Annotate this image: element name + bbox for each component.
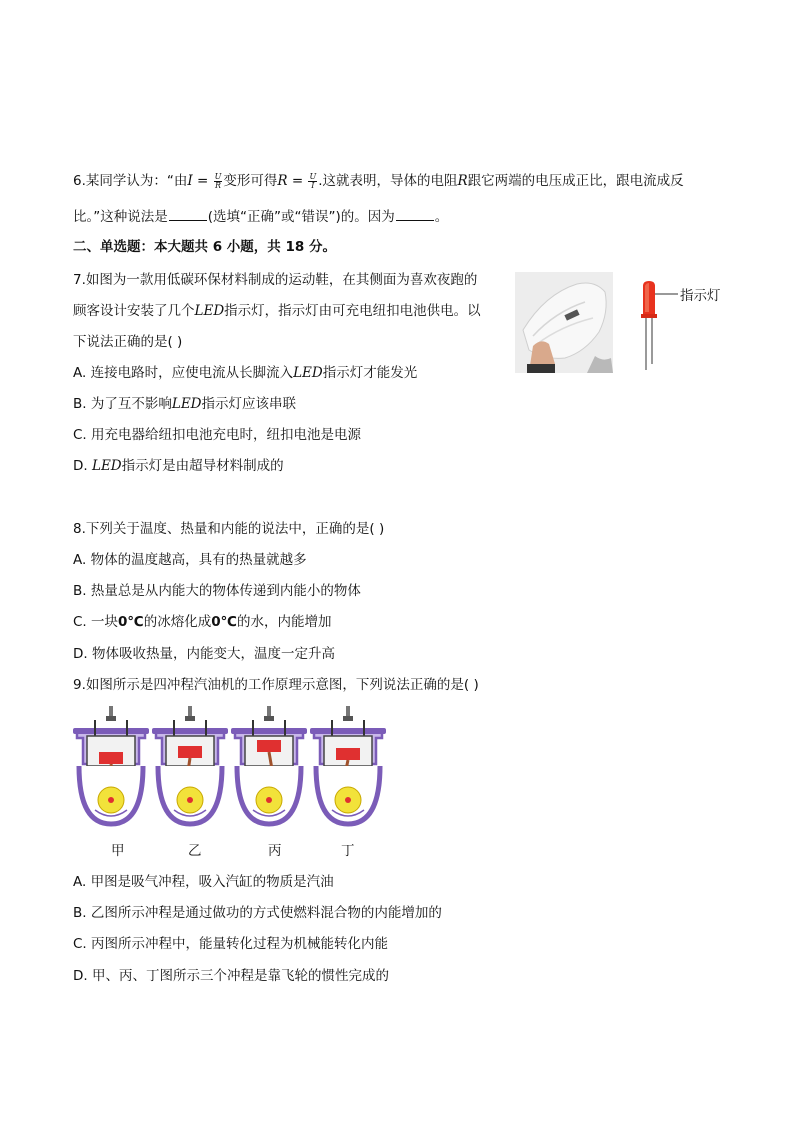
q8-option-a[interactable]: A. 物体的温度越高，具有的热量就越多 (73, 552, 307, 568)
q7-option-d-var: LED (91, 458, 122, 474)
engine-yi (152, 706, 228, 824)
q7-option-a-var: LED (293, 365, 323, 381)
q9-option-b[interactable]: B. 乙图所示冲程是通过做功的方式使燃料混合物的内能增加的 (73, 905, 442, 921)
q6-line2-a: 比。”这种说法是 (73, 209, 168, 225)
q8-option-b[interactable]: B. 热量总是从内能大的物体传递到内能小的物体 (73, 583, 361, 599)
engine-label-ding: 丁 (341, 843, 355, 859)
engine-jia (73, 706, 149, 824)
q6-frac2-num: U (309, 171, 317, 181)
q8-option-c-temp2: 0℃ (211, 614, 238, 630)
q7-option-a-text1: A. 连接电路时，应使电流从长脚流入 (73, 365, 294, 381)
q9-option-a[interactable]: A. 甲图是吸气冲程，吸入汽缸的物质是汽油 (73, 874, 334, 890)
q6-frac1-den: R (214, 180, 222, 190)
q6-prefix: 6.某同学认为：“由 (73, 173, 188, 189)
q6-mid: 变形可得 (223, 173, 278, 189)
q6-line2-b: (选填“正确”或“错误”)的。因为 (207, 209, 395, 225)
q6-frac1-num: U (214, 171, 222, 181)
engine-bing (231, 706, 307, 824)
q6-blank-1[interactable] (169, 207, 207, 221)
q6-var-r: R (277, 173, 288, 189)
q7-option-b-text1: B. 为了互不影响 (73, 396, 172, 412)
q8-option-c-text1: C. 一块 (73, 614, 119, 630)
q7-option-d-text1: D. (73, 458, 92, 474)
q6-line2-c: 。 (434, 209, 449, 225)
q8-option-c-text3: 的水，内能增加 (237, 614, 332, 630)
q7-stem-line2-a: 顾客设计安装了几个 (73, 303, 195, 319)
led-diagram (630, 278, 730, 378)
q8-option-c-text2: 的冰熔化成 (143, 614, 212, 630)
q7-led-var: LED (194, 303, 225, 319)
q7-option-a-text2: 指示灯才能发光 (322, 365, 418, 381)
q9-stem: 9.如图所示是四冲程汽油机的工作原理示意图，下列说法正确的是( ) (73, 677, 479, 693)
engine-label-jia: 甲 (111, 843, 125, 859)
q7-option-a[interactable] (73, 364, 417, 382)
q8-stem: 8.下列关于温度、热量和内能的说法中，正确的是( ) (73, 521, 385, 537)
q7-stem-line2-b: 指示灯，指示灯由可充电纽扣电池供电。以 (224, 303, 481, 319)
q7-stem-line3: 下说法正确的是( ) (73, 334, 183, 350)
engine-ding (310, 706, 386, 824)
q7-stem-line1: 7.如图为一款用低碳环保材料制成的运动鞋，在其侧面为喜欢夜跑的 (73, 272, 478, 288)
q6-var-i: I (187, 173, 193, 189)
section-title: 二、单选题：本大题共 6 小题，共 18 分。 (73, 239, 336, 255)
q7-stem-line2 (73, 302, 481, 320)
q9-option-d[interactable]: D. 甲、丙、丁图所示三个冲程是靠飞轮的惯性完成的 (73, 968, 389, 984)
q8-option-c-temp1: 0℃ (118, 614, 144, 630)
q9-option-c[interactable]: C. 丙图所示冲程中，能量转化过程为机械能转化内能 (73, 936, 389, 952)
q6-suffix: 跟它两端的电压成正比，跟电流成反 (467, 173, 684, 189)
q6-var-r2: R (457, 173, 468, 189)
q6-after-frac: .这就表明，导体的电阻 (318, 173, 458, 189)
q7-option-b-text2: 指示灯应该串联 (201, 396, 297, 412)
q7-option-d[interactable] (73, 457, 284, 475)
led-label: 指示灯 (680, 288, 721, 304)
q7-option-d-text2: 指示灯是由超导材料制成的 (121, 458, 284, 474)
q6-line1 (73, 172, 684, 190)
q6-line2 (73, 207, 448, 226)
engine-label-bing: 丙 (268, 843, 282, 859)
q8-option-c[interactable] (73, 613, 332, 631)
engine-diagram (73, 706, 393, 830)
q6-frac2-den: I (311, 180, 315, 190)
q7-option-c[interactable]: C. 用充电器给纽扣电池充电时，纽扣电池是电源 (73, 427, 362, 443)
shoe-illustration (515, 272, 613, 373)
q6-eq-sign-2: = (287, 173, 308, 189)
q6-fraction-1 (214, 173, 223, 190)
q6-blank-2[interactable] (396, 207, 434, 221)
shoe-photo (515, 272, 613, 373)
q7-option-b-var: LED (171, 396, 202, 412)
q6-eq-sign-1: = (192, 173, 213, 189)
q8-option-d[interactable]: D. 物体吸收热量，内能变大，温度一定升高 (73, 646, 335, 662)
q7-option-b[interactable] (73, 395, 296, 413)
four-stroke-engine-illustration (73, 706, 393, 830)
q6-fraction-2 (308, 173, 317, 190)
engine-label-yi: 乙 (188, 843, 202, 859)
